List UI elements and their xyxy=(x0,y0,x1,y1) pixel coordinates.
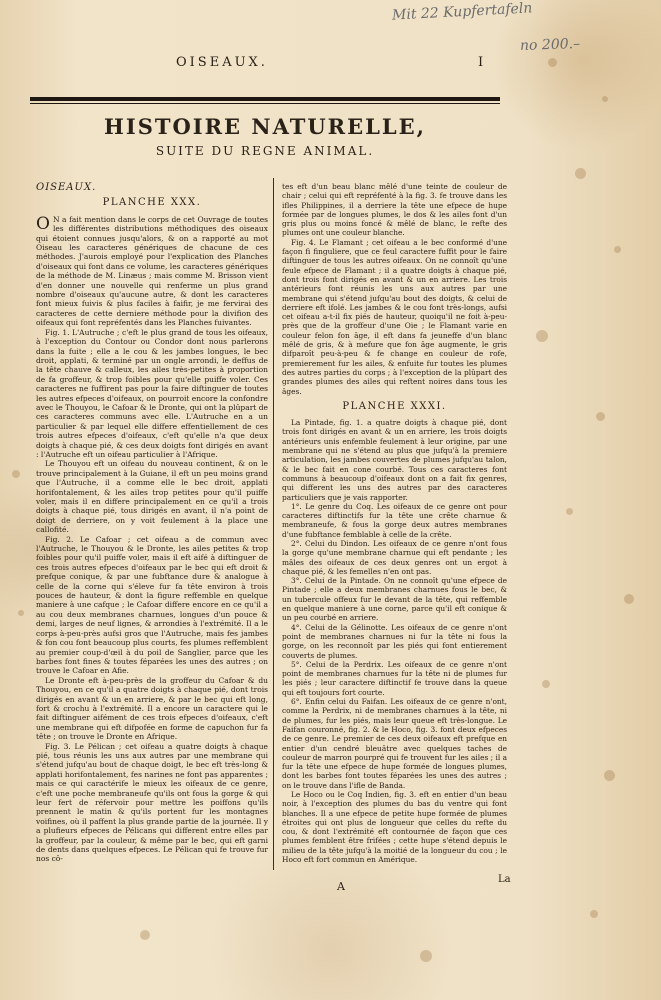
running-head-title: OISEAUX. xyxy=(176,55,268,70)
paragraph: Fig. 2. Le Cafoar ; cet oifeau a de commun avec l'Autruche, le Thouyou & le Dronte, les ailes petites & trop foibles pour qu'il puiffe voler, mais il eft aifé à diftinguer de ces trois autres efpeces d'oifeaux par le bec qui eft droit & prefque conique, & par une fubftance dure & analogue à celle de la corne qui s'éleve fur fa tête environ à trois pouces de hauteur, & dont la figure reffemble en quelque maniere à une cafque ; le Cafoar differe encore en ce qu'il a au cou deux membranes charnues, longues d'un pouce & demi, larges de neuf lignes, & arrondies à l'extrémité. Il a le corps à-peu-près aufsi gros que l'Autruche, mais fes jambes & fon cou font beaucoup plus courts, fes plumes reffemblent au premier coup-d'œil à du poil de Sanglier, parce que les barbes font fines & toutes féparées les unes des autres ; on trouve le Cafoar en Afie. xyxy=(36,534,268,676)
foxing-spot xyxy=(140,930,150,940)
foxing-spot xyxy=(542,680,550,688)
paragraph: Fig. 3. Le Pélican ; cet oifeau a quatre doigts à chaque pié, tous réunis les uns aux autres par une membrane qui s'étend jufqu'au bout de chaque doigt, le bec eft très-long & applati horifontalement, fes narines ne font pas apparentes ; mais ce qui caractérife le mieux les oifeaux de ce genre, c'eft une poche membraneufe qu'ils ont fous la gorge & qui leur fert de réfervoir pour mettre les poiffons qu'ils prennent le matin & qu'ils portent fur les montagnes voifines, où il paffent la plus grande partie de la journée. Il y a plufieurs efpeces de Pélicans qui different entre elles par la groffeur, par la couleur, & même par le bec, qui eft garni de dents dans quelques efpeces. Le Pélican qui fe trouve fur nos cô- xyxy=(36,741,268,864)
foxing-spot xyxy=(590,910,598,918)
foxing-spot xyxy=(536,330,548,342)
paragraph: 6°. Enfin celui du Faifan. Les oifeaux de ce genre n'ont, comme la Perdrix, ni de membranes charnues à la tête, ni de plumes, fur les piés, mais leur queue eft très-longue. Le Faifan couronné, fig. 2. & le Hoco, fig. 3. font deux efpeces de ce genre. Le premier de ces deux oifeaux eft prefque en entier d'un cendré bleuâtre avec quelques taches de couleur de marron pourpré qui fe trouvent fur les ailes ; il a fur la tête une efpece de hupe formée de longues plumes, dont les barbes font toutes féparées les unes des autres ; on le trouve dans l'ifle de Banda. xyxy=(282,697,507,790)
handwritten-note: Mit 22 Kupfertafeln xyxy=(391,0,533,24)
paragraph: Le Thouyou eft un oifeau du nouveau continent, & on le trouve principalement à la Guiane, il eft un peu moins grand que l'Autruche, il a comme elle le bec droit, applati horifontalement, & les ailes trop petites pour qu'il puiffe voler, mais il en differe principalement en ce qu'il a trois doigts à chaque pié, tous dirigés en avant, il n'a point de doigt de derriere, on y voit feulement à la place une callofité. xyxy=(36,459,268,535)
foxing-spot xyxy=(12,470,20,478)
paragraph: Fig. 4. Le Flamant ; cet oifeau a le bec conformé d'une façon fi finguliere, que ce feul caractere fuffit pour le faire diftinguer de tous les autres oifeaux. On ne connoît qu'une feule efpece de Flamant ; il a quatre doigts à chaque pié, dont trois font dirigés en avant & un en arriere. Les trois antérieurs font réunis les uns aux autres par une membrane qui s'étend jufqu'au bout des doigts, & celui de derriere eft ifolé. Les jambes & le cou font très-longs, aufsi cet oifeau a-t-il fix piés de hauteur, quoiqu'il ne foit à-peu-près que de la groffeur d'une Oie ; le Flamant varie en couleur felon fon âge, il eft dans fa jeuneffe d'un blanc mêlé de gris, & à mefure que fon âge augmente, le gris difparoît peu-à-peu & fe change en couleur de rofe, premierement fur les ailes, & enfuite fur toutes les plumes des autres parties du corps ; à l'exception de la plûpart des grandes plumes des ailes qui reftent noires dans tous les âges. xyxy=(282,237,507,396)
paragraph: tes eft d'un beau blanc mêlé d'une teinte de couleur de chair ; celui qui eft repréfenté à la fig. 3. fe trouve dans les ifles Philippines, il a derriere la tête une efpece de hupe formée par de longues plumes, le dos & les ailes font d'un gris plus ou moins foncé & mêlé de blanc, le refte des plumes ont une couleur blanche. xyxy=(282,182,507,238)
foxing-spot xyxy=(575,168,586,179)
handwritten-price: no 200.– xyxy=(519,35,581,55)
header-rule-thick xyxy=(30,97,500,101)
paragraph: O N a fait mention dans le corps de cet Ouvrage de toutes les différentes distributions méthodiques des oiseaux qui étoient connues jusqu'alors, & on a rapporté au mot Oiseau les caracteres génériques de chacune de ces méthodes. J'aurois employé pour l'explication des Planches d'oiseaux qui font dans ce volume, les caracteres génériques de la méthode de M. Linæus ; mais comme M. Brisson vient d'en donner une nouvelle qui renferme un plus grand nombre d'oiseaux qu'aucune autre, & dont les caracteres font mieux fuivis & plus faciles à faifir, je me fervirai des caracteres de cette derniere méthode pour la divifion des oifeaux qui font repréfentés dans les Planches fuivantes. xyxy=(36,213,268,328)
page-subtitle: SUITE DU REGNE ANIMAL. xyxy=(155,144,375,158)
page-title: HISTOIRE NATURELLE, xyxy=(104,114,426,139)
paragraph: 3°. Celui de la Pintade. On ne connoît qu'une efpece de Pintade ; elle a deux membranes charnues fous le bec, & un tubercule offeux fur le devant de la tête, qui reffemble en quelque maniere à une corne, parce qu'il eft conique & un peu courbé en arriere. xyxy=(282,576,507,623)
paragraph: 4°. Celui de la Gélinotte. Les oifeaux de ce genre n'ont point de membranes charnues ni fur la tête ni fous la gorge, on les reconnoît par les piés qui font entierement couverts de plumes. xyxy=(282,622,507,660)
foxing-spot xyxy=(420,950,432,962)
foxing-spot xyxy=(614,246,621,253)
paragraph: Le Dronte eft à-peu-près de la groffeur du Cafoar & du Thouyou, en ce qu'il a quatre doigts à chaque pié, dont trois dirigés en avant & un en arriere, & par le bec qui eft long, fort & crochu à l'extrémité. Il a encore un caractere qui le fait diftinguer aifément de ces trois efpeces d'oifeaux, c'eft une membrane qui eft difpofée en forme de capuchon fur fa tête ; on trouve le Dronte en Afrique. xyxy=(36,675,268,742)
paragraph: 1°. Le genre du Coq. Les oifeaux de ce genre ont pour caracteres diftinctifs fur la tête une crête charnue & membraneufe, & fous la gorge deux autres membranes d'une fubftance femblable à celle de la crête. xyxy=(282,501,507,539)
paragraph: Fig. 1. L'Autruche ; c'eft le plus grand de tous les oifeaux, à l'exception du Contour ou Condor dont nous parlerons dans la fuite ; elle a le cou & les jambes longues, le bec droit, applati, & terminé par un ongle arrondi, le deffus de la tête chauve & calleux, les ailes très-petites à proportion de fa groffeur, & trop foibles pour qu'elle puiffe voler. Ces caracteres ne fuffirent pas pour la faire diftinguer de toutes les autres efpeces d'oifeaux, on pourroit encore la confondre avec le Thouyou, le Cafoar & le Dronte, qui ont la plûpart de ces caracteres communs avec elle. L'Autruche en a un particulier & par lequel elle differe effentiellement de ces trois autres efpeces d'oifeaux, c'eft qu'elle n'a que deux doigts à chaque pié, & ces deux doigts font dirigés en avant : l'Autruche eft un oifeau particulier à l'Afrique. xyxy=(36,327,268,459)
foxing-spot xyxy=(566,508,573,515)
drop-cap: O xyxy=(36,213,50,234)
right-column xyxy=(282,182,507,864)
header-rule-thin xyxy=(30,103,500,104)
foxing-spot xyxy=(596,412,605,421)
plate-heading: PLANCHE XXX. xyxy=(102,197,202,209)
paragraph: 2°. Celui du Dindon. Les oifeaux de ce genre n'ont fous la gorge qu'une membrane charnue qui eft pendante ; les mâles des oifeaux de ces deux genres ont un ergot à chaque pié, & les femelles n'en ont pas. xyxy=(282,538,507,576)
section-label: OISEAUX. xyxy=(36,182,97,193)
paragraph: Le Hoco ou le Coq Indien, fig. 3. eft en entier d'un beau noir, à l'exception des plumes du bas du ventre qui font blanches. Il a une efpece de petite hupe formée de plumes étroites qui ont plus de longueur que celles du refte du cou, & dont l'extrémité eft contournée de façon que ces plumes femblent être frifées ; cette hupe s'étend depuis le milieu de la tête jufqu'à la moitié de la longueur du cou ; le Hoco eft fort commun en Amérique. xyxy=(282,790,507,865)
catchword: La xyxy=(498,874,511,885)
plate-heading: PLANCHE XXXI. xyxy=(342,400,447,412)
foxing-spot xyxy=(602,96,608,102)
paragraph: 5°. Celui de la Perdrix. Les oifeaux de ce genre n'ont point de membranes charnues fur la tête ni de plumes fur les piés ; leur caractere diftinctif fe trouve dans la queue qui eft toujours fort courte. xyxy=(282,659,507,697)
left-column xyxy=(36,183,268,864)
column-divider xyxy=(273,178,274,870)
foxing-spot xyxy=(624,594,634,604)
paragraph: La Pintade, fig. 1. a quatre doigts à chaque pié, dont trois font dirigés en avant & un en arriere, les trois doigts antérieurs unis enfemble feulement à leur origine, par une membrane qui ne s'étend au plus que jufqu'à la premiere articulation, les jambes couvertes de plumes jufqu'au talon, & le bec fait en cone courbé. Tous ces caracteres font communs à beaucoup d'oifeaux dont on a fait fix genres, qui different les uns des autres par des caracteres particuliers que je vais rapporter. xyxy=(282,418,507,502)
foxing-spot xyxy=(18,610,24,616)
signature-mark: A xyxy=(337,880,345,893)
foxing-spot xyxy=(604,770,615,781)
page-number: I xyxy=(478,55,484,70)
running-head xyxy=(0,55,661,75)
